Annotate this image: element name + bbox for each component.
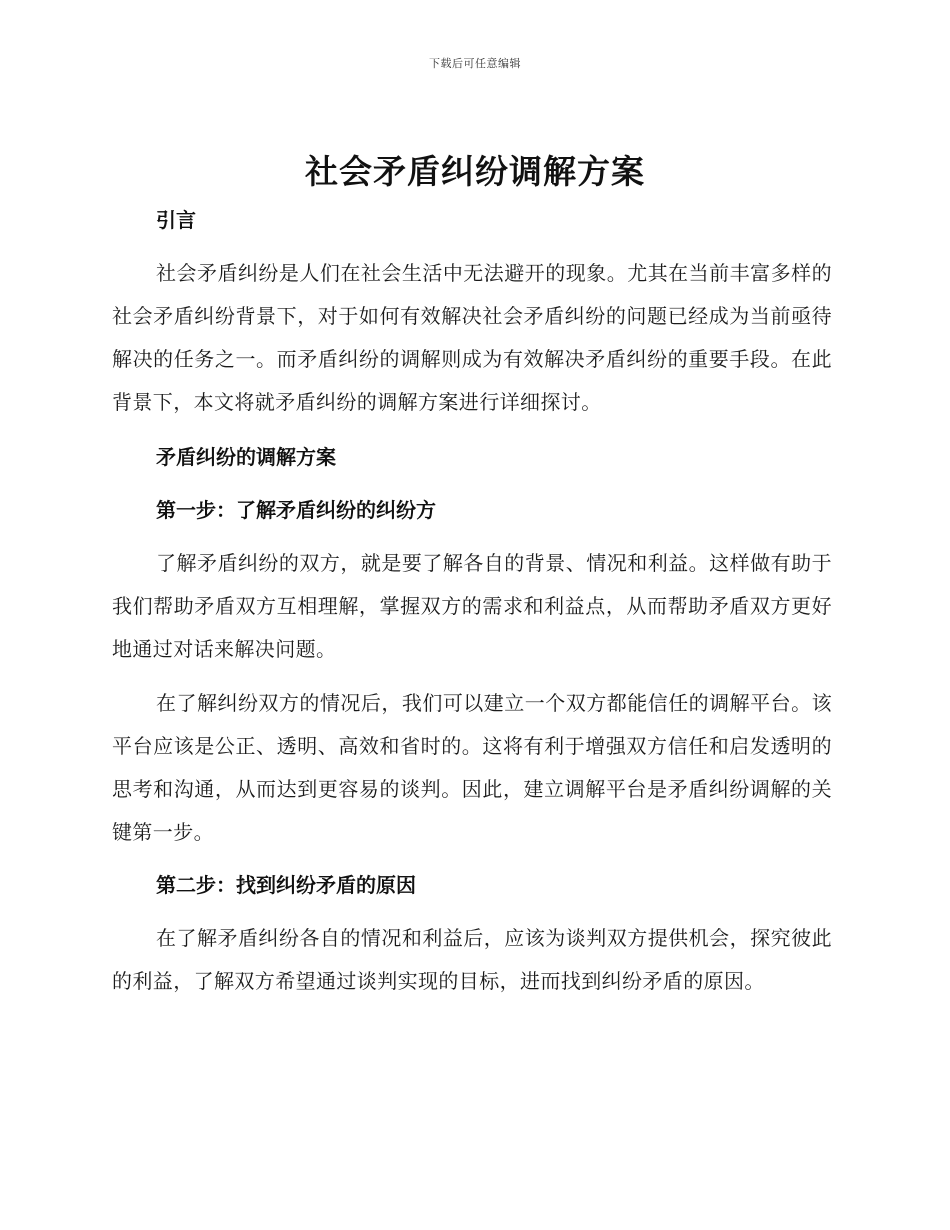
section-heading-step1: 第一步：了解矛盾纠纷的纠纷方 [156,498,436,522]
section-heading-plan: 矛盾纠纷的调解方案 [156,445,336,469]
section-heading-step2: 第二步：找到纠纷矛盾的原因 [156,873,416,897]
paragraph-step1-b: 在了解纠纷双方的情况后，我们可以建立一个双方都能信任的调解平台。该平台应该是公正、透明、高效和省时的。这将有利于增强双方信任和启发透明的思考和沟通，从而达到更容易的谈判。因此，建立调解平台是矛盾纠纷调解的关键第一步。 [112,691,832,844]
paragraph-step2: 在了解矛盾纠纷各自的情况和利益后，应该为谈判双方提供机会，探究彼此的利益，了解双方希望通过谈判实现的目标，进而找到纠纷矛盾的原因。 [112,926,832,993]
paragraph-step1-a: 了解矛盾纠纷的双方，就是要了解各自的背景、情况和利益。这样做有助于我们帮助矛盾双方互相理解，掌握双方的需求和利益点，从而帮助矛盾双方更好地通过对话来解决问题。 [112,551,832,661]
document-title: 社会矛盾纠纷调解方案 [305,152,645,191]
section-heading-intro: 引言 [156,208,196,232]
header-note: 下载后可任意编辑 [429,57,521,70]
paragraph-intro: 社会矛盾纠纷是人们在社会生活中无法避开的现象。尤其在当前丰富多样的社会矛盾纠纷背景下，对于如何有效解决社会矛盾纠纷的问题已经成为当前亟待解决的任务之一。而矛盾纠纷的调解则成为有效解决矛盾纠纷的重要手段。在此背景下，本文将就矛盾纠纷的调解方案进行详细探讨。 [112,261,832,414]
document-body [112,200,832,1003]
